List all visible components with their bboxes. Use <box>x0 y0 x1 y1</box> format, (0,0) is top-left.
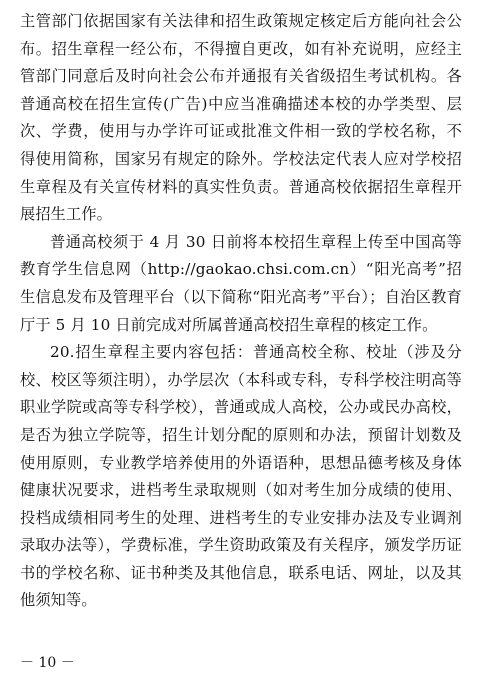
paragraph-upload-deadline: 普通高校须于 4 月 30 日前将本校招生章程上传至中国高等教育学生信息网（http://gaokao.chsi.com.cn）“阳光高考”招生信息发布及管理平台（以下简称“阳光高考”平台）；自治区教育厅于 5 月 10 日前完成对所属普通高校招生章程的核定工作。 <box>20 232 462 334</box>
paragraph-article-20: 20.招生章程主要内容包括：普通高校全称、校址（涉及分校、校区等须注明），办学层次（本科或专科，专科学校注明高等职业学院或高等专科学校），普通或成人高校，公办或民办高校，是否为独立学院等，招生计划分配的原则和办法，预留计划数及使用原则，专业教学培养使用的外语语种，思想品德考核及身体健康状况要求，进档考生录取规则（如对考生加分成绩的使用、投档成绩相同考生的处理、进档考生的专业安排办法及专业调剂录取办法等），学费标准，学生资助政策及有关程序，颁发学历证书的学校名称、证书种类及其他信息，联系电话、网址，以及其他须知等。 <box>20 343 462 610</box>
page-number: － 10 － <box>20 655 75 671</box>
body-text <box>20 8 462 615</box>
paragraph-continuation: 主管部门依据国家有关法律和招生政策规定核定后方能向社会公布。招生章程一经公布，不得擅自更改，如有补充说明，应经主管部门同意后及时向社会公布并通报有关省级招生考试机构。各普通高校在招生宣传(广告)中应当准确描述本校的办学类型、层次、学费，使用与办学许可证或批准文件相一致的学校名称，不得使用简称，国家另有规定的除外。学校法定代表人应对学校招生章程及有关宣传材料的真实性负责。普通高校依据招生章程开展招生工作。 <box>20 12 462 224</box>
